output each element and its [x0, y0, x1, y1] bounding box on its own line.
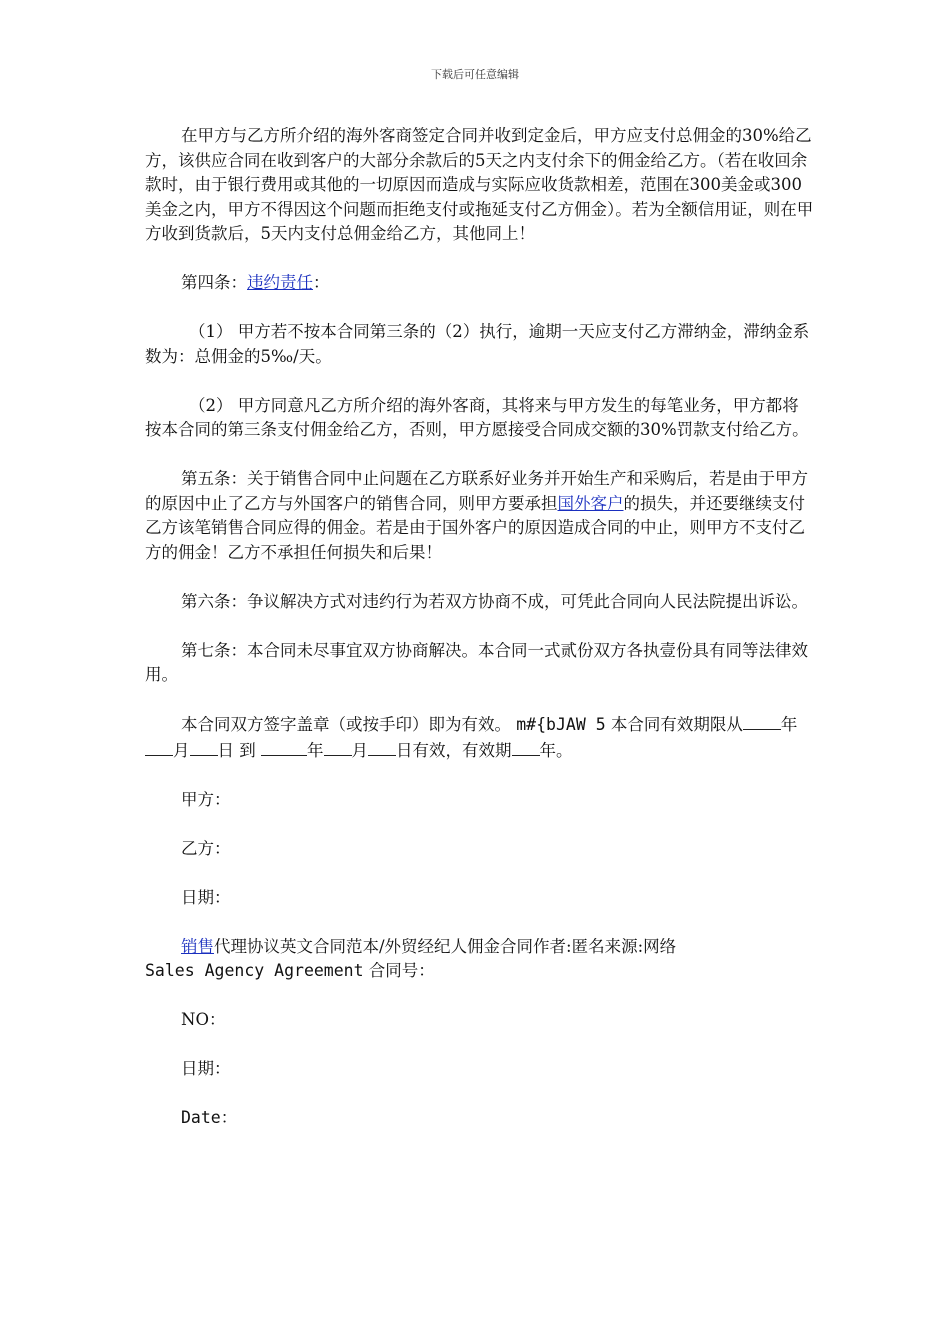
document-body	[145, 124, 815, 1131]
date-english-line: Date：	[181, 1108, 238, 1127]
party-b-line: 乙方：	[181, 838, 231, 858]
month-label-2: 月	[351, 740, 368, 760]
day-label-1: 日	[217, 740, 234, 760]
commission-payment-paragraph: 在甲方与乙方所介绍的海外客商签定合同并收到定金后，甲方应支付总佣金的30%给乙方，该供应合同在收到客户的大部分余款后的5天之内支付余下的佣金给乙方。（若在收回余款时，由于银行费用或其他的一切原因而造成与实际应收货款相差，范围在300美金或300美金之内，甲方不得因这个问题而拒绝支付或拖延支付乙方佣金）。若为全额信用证，则在甲方收到货款后，5天内支付总佣金给乙方，其他同上！	[145, 126, 814, 243]
article-five-text-b: 的损失，并还要继续支付乙方该笔销售合同应得的佣金。若是由于国外客户的原因造成合同的中止，则甲方不支付乙方的佣金！乙方不承担任何损失和后果！	[145, 493, 805, 562]
party-a-line: 甲方：	[181, 789, 231, 809]
sales-agency-title	[145, 935, 815, 984]
article-four-prefix: 第四条：	[181, 273, 247, 292]
sales-agency-text: 代理协议英文合同范本/外贸经纪人佣金合同作者:匿名来源:网络	[214, 936, 677, 956]
clause-two-paragraph: （2） 甲方同意凡乙方所介绍的海外客商，其将来与甲方发生的每笔业务，甲方都将按本合同的第三条支付佣金给乙方，否则，甲方愿接受合同成交额的30%罚款支付给乙方。	[145, 395, 809, 439]
article-five-text-a: 第五条：关于销售合同中止问题在乙方联系好业务并开始生产和采购后，若是由于甲方的原因中止了乙方与外国客户的销售合同，则甲方要承担	[145, 469, 808, 513]
validity-code: m#{bJAW 5	[516, 715, 606, 734]
article-four-heading	[145, 271, 815, 296]
validity-text-a: 本合同双方签字盖章（或按手印）即为有效。	[181, 715, 511, 734]
sales-link[interactable]: 销售	[181, 936, 214, 956]
sales-agency-english: Sales Agency Agreement	[145, 961, 364, 980]
contract-number-label: 合同号：	[368, 961, 435, 980]
term-end-label: 年。	[539, 740, 573, 760]
month-blank-2	[324, 738, 352, 756]
number-line: NO：	[181, 1010, 226, 1029]
year-blank-1	[743, 712, 781, 730]
day-blank-1	[190, 738, 218, 756]
effective-label: 日有效，有效期	[396, 740, 512, 760]
day-blank-2	[368, 738, 396, 756]
year-label-2: 年	[307, 740, 324, 760]
month-label-1: 月	[173, 740, 190, 760]
breach-liability-link[interactable]: 违约责任	[247, 273, 313, 292]
article-four-suffix: ：	[313, 273, 330, 292]
year-label-1: 年	[780, 715, 798, 734]
validity-paragraph	[145, 712, 815, 763]
validity-text-b: 本合同有效期限从	[610, 715, 743, 734]
article-seven-paragraph: 第七条：本合同未尽事宜双方协商解决。本合同一式贰份双方各执壹份具有同等法律效用。	[145, 640, 808, 684]
month-blank-1	[145, 738, 173, 756]
clause-one-paragraph: （1） 甲方若不按本合同第三条的（2）执行，逾期一天应支付乙方滞纳金，滞纳金系数为：总佣金的5‰/天。	[145, 322, 810, 366]
foreign-customer-link[interactable]: 国外客户	[557, 493, 624, 513]
year-blank-2	[261, 738, 307, 756]
page-header: 下载后可任意编辑	[431, 68, 519, 81]
article-six-paragraph: 第六条：争议解决方式对违约行为若双方协商不成，可凭此合同向人民法院提出诉讼。	[181, 591, 808, 611]
article-five-paragraph	[145, 467, 815, 565]
term-blank	[512, 738, 540, 756]
to-label: 到	[239, 740, 256, 760]
date-line-2: 日期：	[181, 1059, 231, 1078]
date-line: 日期：	[181, 887, 231, 907]
